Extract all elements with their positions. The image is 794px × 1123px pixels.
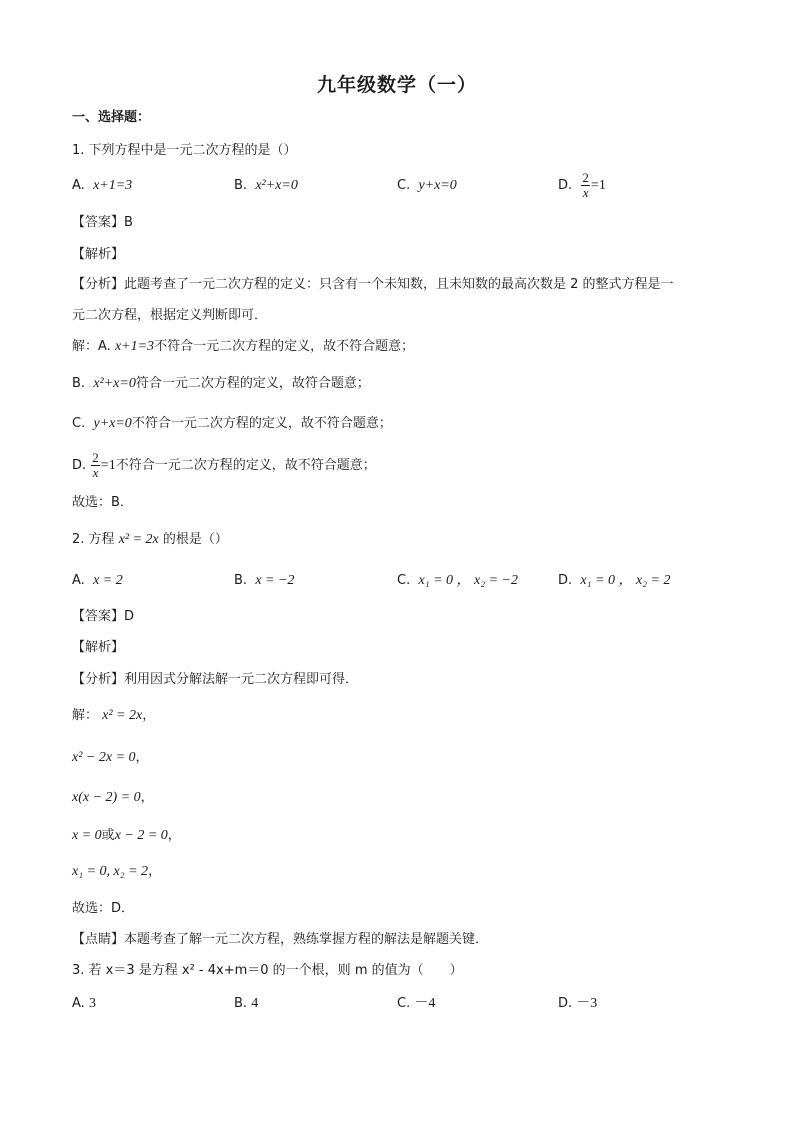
q2-option-a: A. x = 2 xyxy=(72,573,123,588)
q2-solution-step3: x(x − 2) = 0， xyxy=(72,790,154,805)
q1-jiexi: 【解析】 xyxy=(72,247,125,262)
fraction: $\frac{2}{x}$ xyxy=(582,170,589,200)
q1-answer: 【答案】B xyxy=(72,215,133,230)
q2-solution-step1: 解： x² = 2x， xyxy=(72,708,156,723)
q2-option-c: C. x₁ = 0 ， x₂ = −2 xyxy=(397,573,518,588)
q2-stem: 2. 方程 x² = 2x 的根是（） xyxy=(72,532,228,547)
q2-choose: 故选：D． xyxy=(72,901,135,916)
q3-option-b: B. 4 xyxy=(234,996,259,1011)
q1-option-d: D. $\frac{2}{x}$ =1 xyxy=(558,170,606,200)
q1-solution-d: D. $\frac{2}{x}$ =1不符合一元二次方程的定义，故不符合题意； xyxy=(72,450,376,480)
q1-solution-c: C. y+x=0不符合一元二次方程的定义，故不符合题意； xyxy=(72,416,392,431)
fraction: $\frac{2}{x}$ xyxy=(92,450,99,480)
q1-option-a: A. x+1=3 xyxy=(72,178,133,193)
q1-fenxi-line1: 【分析】此题考查了一元二次方程的定义：只含有一个未知数，且未知数的最高次数是 2 的整式方程是一 xyxy=(72,277,674,292)
q2-dianjing: 【点睛】本题考查了解一元二次方程，熟练掌握方程的解法是解题关键． xyxy=(72,932,489,947)
q1-choose: 故选：B． xyxy=(72,495,133,510)
q2-solution-step5: x₁ = 0, x₂ = 2， xyxy=(72,864,162,879)
q2-option-d: D. x₁ = 0 ， x₂ = 2 xyxy=(558,573,671,588)
q2-solution-step4: x = 0或x − 2 = 0， xyxy=(72,828,181,843)
q1-fenxi-line2: 元二次方程，根据定义判断即可． xyxy=(72,308,268,323)
q2-jiexi: 【解析】 xyxy=(72,640,125,655)
q3-option-c: C. －4 xyxy=(397,996,436,1011)
q1-solution-b: B. x²+x=0符合一元二次方程的定义，故符合题意； xyxy=(72,376,370,391)
q3-option-d: D. －3 xyxy=(558,996,598,1011)
q1-solution-a: 解：A. x+1=3不符合一元二次方程的定义，故不符合题意； xyxy=(72,339,415,354)
page-title: 九年级数学（一） xyxy=(316,74,477,96)
section-heading: 一、选择题： xyxy=(72,110,151,125)
q3-stem: 3. 若 x＝3 是方程 x² - 4x+m＝0 的一个根，则 m 的值为（ ） xyxy=(72,963,463,978)
q2-solution-step2: x² − 2x = 0， xyxy=(72,750,149,765)
q2-answer: 【答案】D xyxy=(72,609,135,624)
q1-stem: 1. 下列方程中是一元二次方程的是（） xyxy=(72,143,297,158)
q1-option-c: C. y+x=0 xyxy=(397,178,457,193)
q2-fenxi: 【分析】利用因式分解法解一元二次方程即可得． xyxy=(72,672,359,687)
q3-option-a: A. 3 xyxy=(72,996,96,1011)
q2-option-b: B. x = −2 xyxy=(234,573,295,588)
q1-option-b: B. x²+x=0 xyxy=(234,178,298,193)
